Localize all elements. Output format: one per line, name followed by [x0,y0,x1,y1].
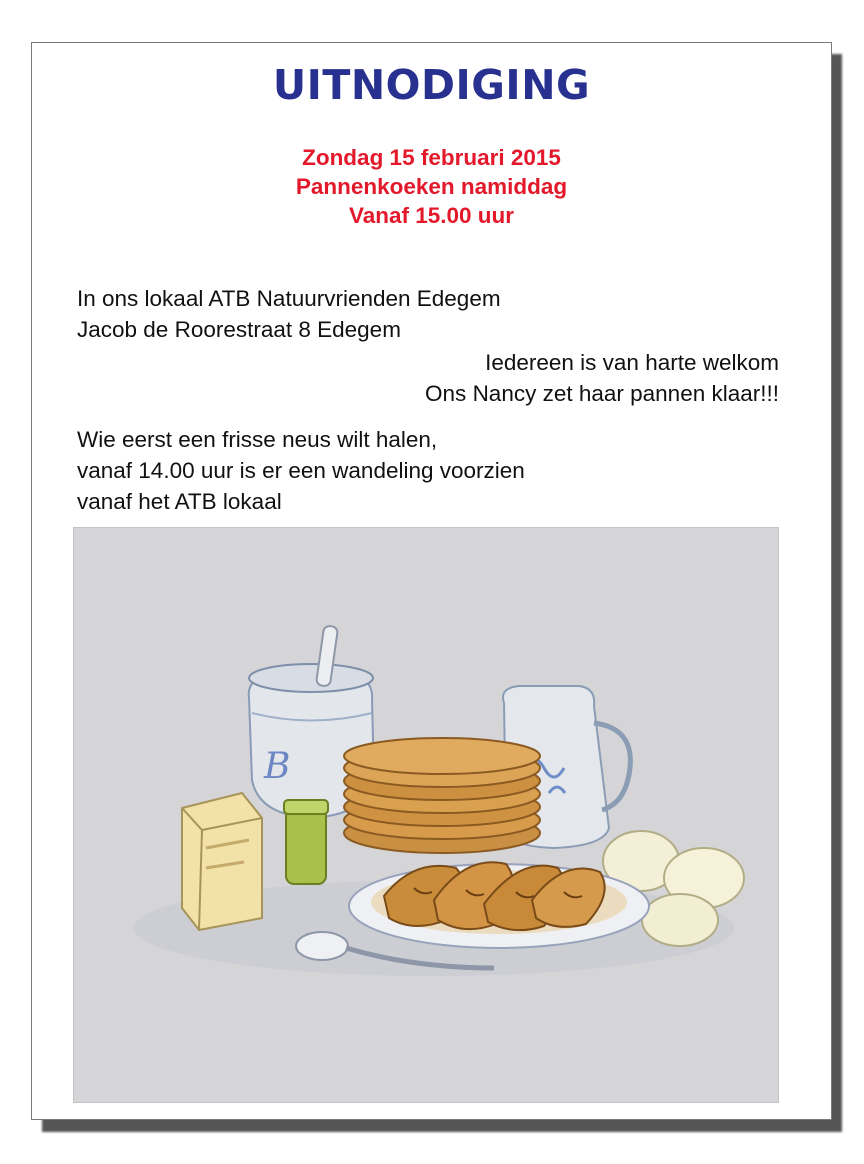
welcome-block [425,347,779,409]
event-date: Zondag 15 februari 2015 [302,145,561,170]
plate-rolled-pancakes [349,862,649,948]
milk-carton [182,793,262,930]
walk-line-1: Wie eerst een frisse neus wilt halen, [77,427,438,452]
event-name: Pannenkoeken namiddag [295,174,568,199]
oil-bottle [284,800,328,884]
pancake-stack [344,738,540,853]
walk-line-3: vanaf het ATB lokaal [77,489,282,514]
event-details [32,143,831,230]
pancake-drawing [74,528,778,1102]
invitation-title: UITNODIGING [272,61,591,109]
jar-letter: B [264,746,291,787]
welcome-line-2: Ons Nancy zet haar pannen klaar!!! [425,381,779,406]
invitation-page [31,42,832,1120]
walk-block [77,424,525,517]
walk-line-2: vanaf 14.00 uur is er een wandeling voorzien [77,458,525,483]
welcome-line-1: Iedereen is van harte welkom [485,350,779,375]
location-line-2: Jacob de Roorestraat 8 Edegem [77,317,401,342]
location-block [77,283,501,345]
pancake-illustration [73,527,779,1103]
event-time: Vanaf 15.00 uur [348,203,515,228]
location-line-1: In ons lokaal ATB Natuurvrienden Edegem [77,286,501,311]
